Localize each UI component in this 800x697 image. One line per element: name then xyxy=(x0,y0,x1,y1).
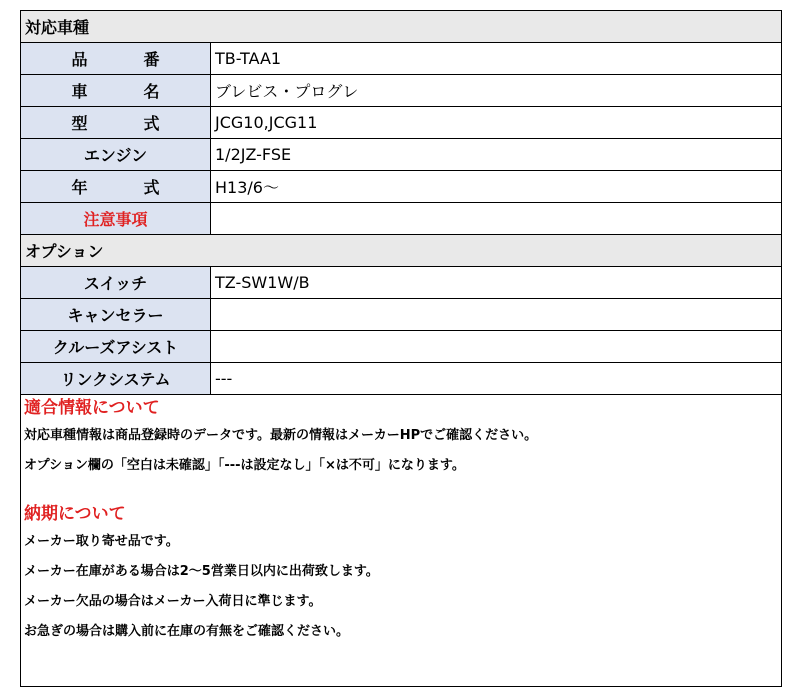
spec-label-text: 注意事項 xyxy=(83,210,148,229)
option-label: スイッチ xyxy=(21,267,211,298)
option-row-canceller xyxy=(21,299,781,331)
option-value xyxy=(211,299,781,330)
spec-row-notes xyxy=(21,203,781,235)
spec-value: JCG10,JCG11 xyxy=(215,113,318,132)
compat-line: オプション欄の「空白は未確認」「---は設定なし」「×は不可」になります。 xyxy=(24,458,465,473)
delivery-line: メーカー欠品の場合はメーカー入荷日に準じます。 xyxy=(24,594,322,609)
spec-label xyxy=(21,171,211,202)
delivery-line: メーカー在庫がある場合は2〜5営業日以内に出荷致します。 xyxy=(24,564,379,579)
option-row-cruise-assist xyxy=(21,331,781,363)
spec-label-text: エンジン xyxy=(83,146,148,165)
block-spacer xyxy=(22,481,781,501)
spec-label xyxy=(21,139,211,170)
spec-value xyxy=(211,203,781,234)
spec-label xyxy=(21,43,211,74)
spec-row-part-number xyxy=(21,43,781,75)
spec-row-engine xyxy=(21,139,781,171)
option-label: キャンセラー xyxy=(21,299,211,330)
spec-value: H13/6〜 xyxy=(215,178,279,197)
delivery-line: メーカー取り寄せ品です。 xyxy=(24,534,179,549)
spec-label xyxy=(21,107,211,138)
option-row-link-system xyxy=(21,363,781,395)
delivery-line: お急ぎの場合は購入前に在庫の有無をご確認ください。 xyxy=(24,624,350,639)
spec-label xyxy=(21,203,211,234)
spec-row-model-code xyxy=(21,107,781,139)
option-value xyxy=(211,331,781,362)
spec-row-car-name xyxy=(21,75,781,107)
spec-value: ブレビス・プログレ xyxy=(215,82,359,101)
spec-label-text: 車 名 xyxy=(71,82,180,101)
compat-heading: 適合情報について xyxy=(24,398,160,418)
delivery-heading: 納期について xyxy=(24,504,126,524)
spec-label-text: 品 番 xyxy=(71,50,180,69)
option-label: クルーズアシスト xyxy=(21,331,211,362)
option-value: --- xyxy=(215,369,233,388)
spec-label-text: 年 式 xyxy=(71,178,180,197)
options-section-header: オプション xyxy=(21,235,781,267)
option-value: TZ-SW1W/B xyxy=(215,273,310,292)
compat-line: 対応車種情報は商品登録時のデータです。最新の情報はメーカーHPでご確認ください。 xyxy=(24,428,538,443)
spec-value: TB-TAA1 xyxy=(215,49,282,68)
spec-label-text: 型 式 xyxy=(71,114,180,133)
spec-label xyxy=(21,75,211,106)
notes-block xyxy=(21,395,781,647)
option-label: リンクシステム xyxy=(21,363,211,394)
vehicle-section-header: 対応車種 xyxy=(21,11,781,43)
spec-row-year xyxy=(21,171,781,203)
spec-value: 1/2JZ-FSE xyxy=(215,145,292,164)
option-row-switch xyxy=(21,267,781,299)
spec-sheet xyxy=(20,10,782,687)
